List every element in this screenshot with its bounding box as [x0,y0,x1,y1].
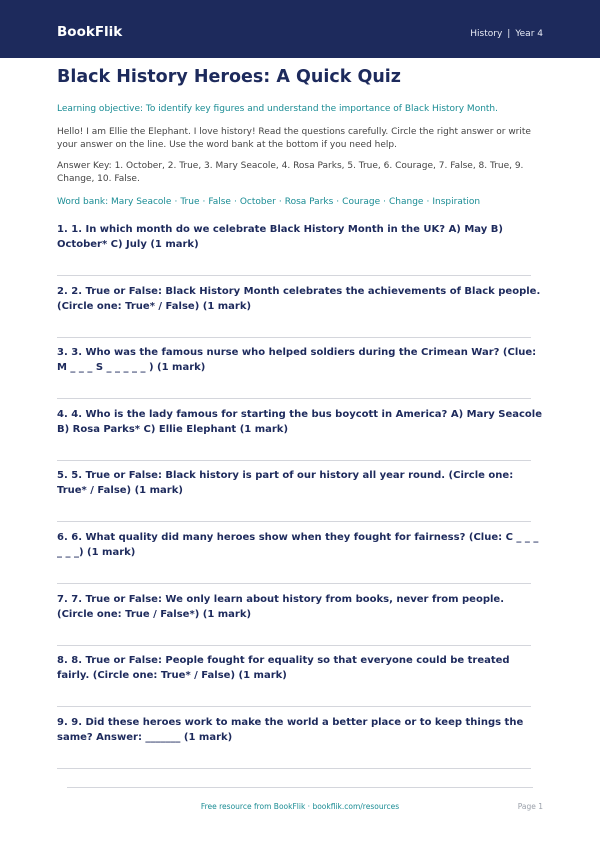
subject-label: History [470,29,503,39]
word-bank-separator: · [233,197,237,207]
word-bank-item: Courage [342,197,381,207]
word-bank-item: Rosa Parks [284,197,334,207]
answer-line[interactable] [57,768,531,769]
header-bar [0,0,600,58]
word-bank-separator: · [426,197,430,207]
answer-key: Answer Key: 1. October, 2. True, 3. Mary Seacole, 4. Rosa Parks, 5. True, 6. Courage, 7. False, 8. True, 9. Change, 10. False. [57,161,524,184]
question-item [57,592,543,654]
word-bank-separator: · [336,197,340,207]
word-bank-item: Inspiration [432,197,481,207]
question-text: 1. 1. In which month do we celebrate Black History Month in the UK? A) May B) October* C) July (1 mark) [57,224,503,250]
question-item [57,653,543,715]
page-number: Page 1 [517,802,543,811]
question-text: 8. 8. True or False: People fought for equality so that everyone could be treated fairly. (Circle one: True* / False) (1 mark) [57,655,510,682]
question-item [57,407,543,469]
answer-line[interactable] [57,521,531,522]
question-item [57,530,543,592]
year-label: Year 4 [515,29,543,39]
meta-separator: | [507,29,511,39]
answer-line[interactable] [57,706,531,707]
word-bank-separator: · [174,197,178,207]
question-text: 2. 2. True or False: Black History Month celebrates the achievements of Black people. (Circle one: True* / False) (1 mark) [57,285,541,312]
page-title: Black History Heroes: A Quick Quiz [57,67,401,87]
brand-logo-text[interactable]: BookFlik [57,24,123,40]
question-text: 7. 7. True or False: We only learn about history from books, never from people. (Circle one: True / False*) (1 mark) [57,593,504,620]
answer-line[interactable] [57,460,531,461]
word-bank-item: True [180,197,200,207]
question-text: 4. 4. Who is the lady famous for starting the bus boycott in America? A) Mary Seacole B) Rosa Parks* C) Ellie Elephant (1 mark) [57,408,542,435]
question-item [57,284,543,346]
footer-divider [67,787,533,788]
answer-line[interactable] [57,275,531,276]
header-meta [470,28,543,40]
word-bank-item: Change [389,197,424,207]
answer-line[interactable] [57,583,531,584]
word-bank [57,196,543,208]
intro-text: Hello! I am Ellie the Elephant. I love history! Read the questions carefully. Circle the right answer or write your answer on the line. Use the word bank at the bottom if you need help. [57,127,531,150]
question-text: 9. 9. Did these heroes work to make the world a better place or to keep things the same? Answer: _______ (1 mark) [57,716,524,743]
word-bank-item: False [208,197,231,207]
question-item [57,715,543,777]
word-bank-separator: · [278,197,282,207]
word-bank-item: October [239,197,276,207]
answer-line[interactable] [57,398,531,399]
question-list [57,222,543,776]
footer-credit[interactable]: Free resource from BookFlik · bookflik.com/resources [200,802,400,811]
answer-line[interactable] [57,337,531,338]
question-text: 3. 3. Who was the famous nurse who helped soldiers during the Crimean War? (Clue: M _ _ _ S _ _ _ _ _ ) (1 mark) [57,347,537,374]
question-text: 6. 6. What quality did many heroes show when they fought for fairness? (Clue: C _ _ _ _ _ _) (1 mark) [57,531,539,558]
word-bank-item: Mary Seacole [111,197,172,207]
word-bank-separator: · [202,197,206,207]
learning-objective: Learning objective: To identify key figures and understand the importance of Black History Month. [57,104,498,114]
word-bank-label: Word bank: [57,197,109,207]
question-item [57,222,543,284]
question-item [57,345,543,407]
answer-line[interactable] [57,645,531,646]
worksheet-content [57,66,543,776]
question-item [57,468,543,530]
word-bank-words [111,197,480,207]
word-bank-separator: · [383,197,387,207]
question-text: 5. 5. True or False: Black history is part of our history all year round. (Circle one: True* / False) (1 mark) [57,470,514,497]
